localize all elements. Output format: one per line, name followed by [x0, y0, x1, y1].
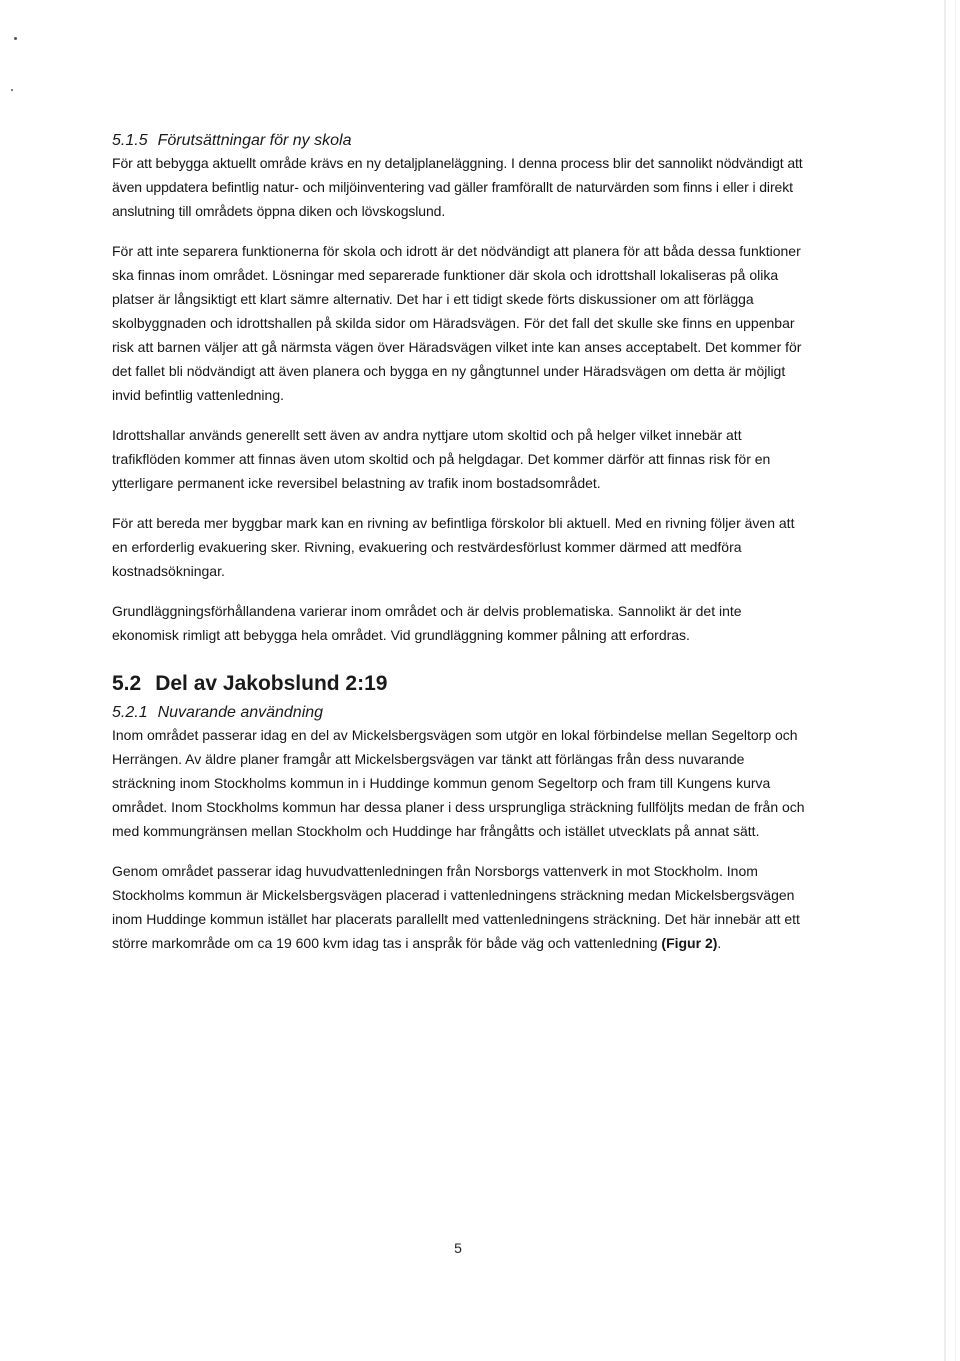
- heading-5-2-1: [112, 703, 812, 723]
- scan-edge-line: [944, 0, 946, 1361]
- scan-edge-line: [955, 0, 956, 1361]
- section-number: 5.2: [112, 672, 142, 695]
- heading-5-1-5: [112, 131, 812, 151]
- page-number: 5: [454, 1240, 462, 1256]
- heading-5-2-wrap: [112, 671, 812, 697]
- paragraph: Grundläggningsförhållandena varierar inom området och är delvis problematiska. Sannolikt är det inte ekonomisk rimligt att bebygga hela området. Vid grundläggning kommer pålning att erfordras.: [112, 603, 742, 643]
- document-body: [112, 131, 812, 955]
- paragraph: För att bebygga aktuellt område krävs en ny detaljplaneläggning. I denna process blir det sannolikt nödvändigt att även uppdatera befintlig natur- och miljöinventering vad gäller framförallt de naturvärden som finns i eller i direkt anslutning till områdets öppna diken och lövskogslund.: [112, 155, 803, 219]
- figure-reference: (Figur 2): [661, 935, 718, 951]
- paragraph: Idrottshallar används generellt sett även av andra nyttjare utom skoltid och på helger vilket innebär att trafikflöden kommer att finnas även utom skoltid och på helgdagar. Det kommer därför att finnas risk för en ytterligare permanent icke reversibel belastning av trafik inom bostadsområdet.: [112, 427, 771, 491]
- paragraph: För att bereda mer byggbar mark kan en rivning av befintliga förskolor bli aktuell. Med en rivning följer även att en erforderlig evakuering sker. Rivning, evakuering och restvärdesförlust kommer därmed att medföra kostnadsökningar.: [112, 515, 795, 579]
- section-number: 5.2.1: [112, 704, 148, 721]
- scan-speck: [11, 89, 13, 91]
- paragraph: Inom området passerar idag en del av Mickelsbergsvägen som utgör en lokal förbindelse mellan Segeltorp och Herrängen. Av äldre planer framgår att Mickelsbergsvägen var tänkt att förlängas från dess nuvarande sträckning inom Stockholms kommun in i Huddinge kommun genom Segeltorp och fram till Kungens kurva området. Inom Stockholms kommun har dessa planer i dess ursprungliga sträckning fullföljts medan de från och med kommungränsen mellan Stockholm och Huddinge har frångåtts och istället utvecklats på annat sätt.: [112, 727, 805, 839]
- section-title: Del av Jakobslund 2:19: [155, 672, 388, 695]
- paragraph-end: .: [717, 935, 722, 951]
- section-title: Nuvarande användning: [157, 704, 324, 721]
- paragraph-with-figure-ref: [112, 859, 812, 955]
- scan-speck: [14, 37, 17, 40]
- paragraph: För att inte separera funktionerna för skola och idrott är det nödvändigt att planera för att båda dessa funktioner ska finnas inom området. Lösningar med separerade funktioner där skola och idrottshall lokaliseras på olika platser är långsiktigt ett klart sämre alternativ. Det har i ett tidigt skede förts diskussioner om att förlägga skolbyggnaden och idrottshallen på skilda sidor om Häradsvägen. För det fall det skulle ske finns en uppenbar risk att barnen väljer att gå närmsta vägen över Häradsvägen vilket inte kan anses acceptabelt. Det kommer för det fallet bli nödvändigt att även planera och bygga en ny gångtunnel under Häradsvägen om detta är möjligt invid befintlig vattenledning.: [112, 243, 802, 403]
- heading-5-2: [112, 671, 812, 697]
- section-title: Förutsättningar för ny skola: [157, 132, 352, 149]
- paragraph-text: Genom området passerar idag huvudvattenledningen från Norsborgs vattenverk in mot Stockholm. Inom Stockholms kommun är Mickelsbergsvägen placerad i vattenledningens sträckning medan Mickelsbergsvägen inom Huddinge kommun istället har placerats parallellt med vattenledningens sträckning. Det här innebär att ett större markområde om ca 19 600 kvm idag tas i anspråk för både väg och vattenledning: [112, 863, 800, 951]
- section-number: 5.1.5: [112, 132, 148, 149]
